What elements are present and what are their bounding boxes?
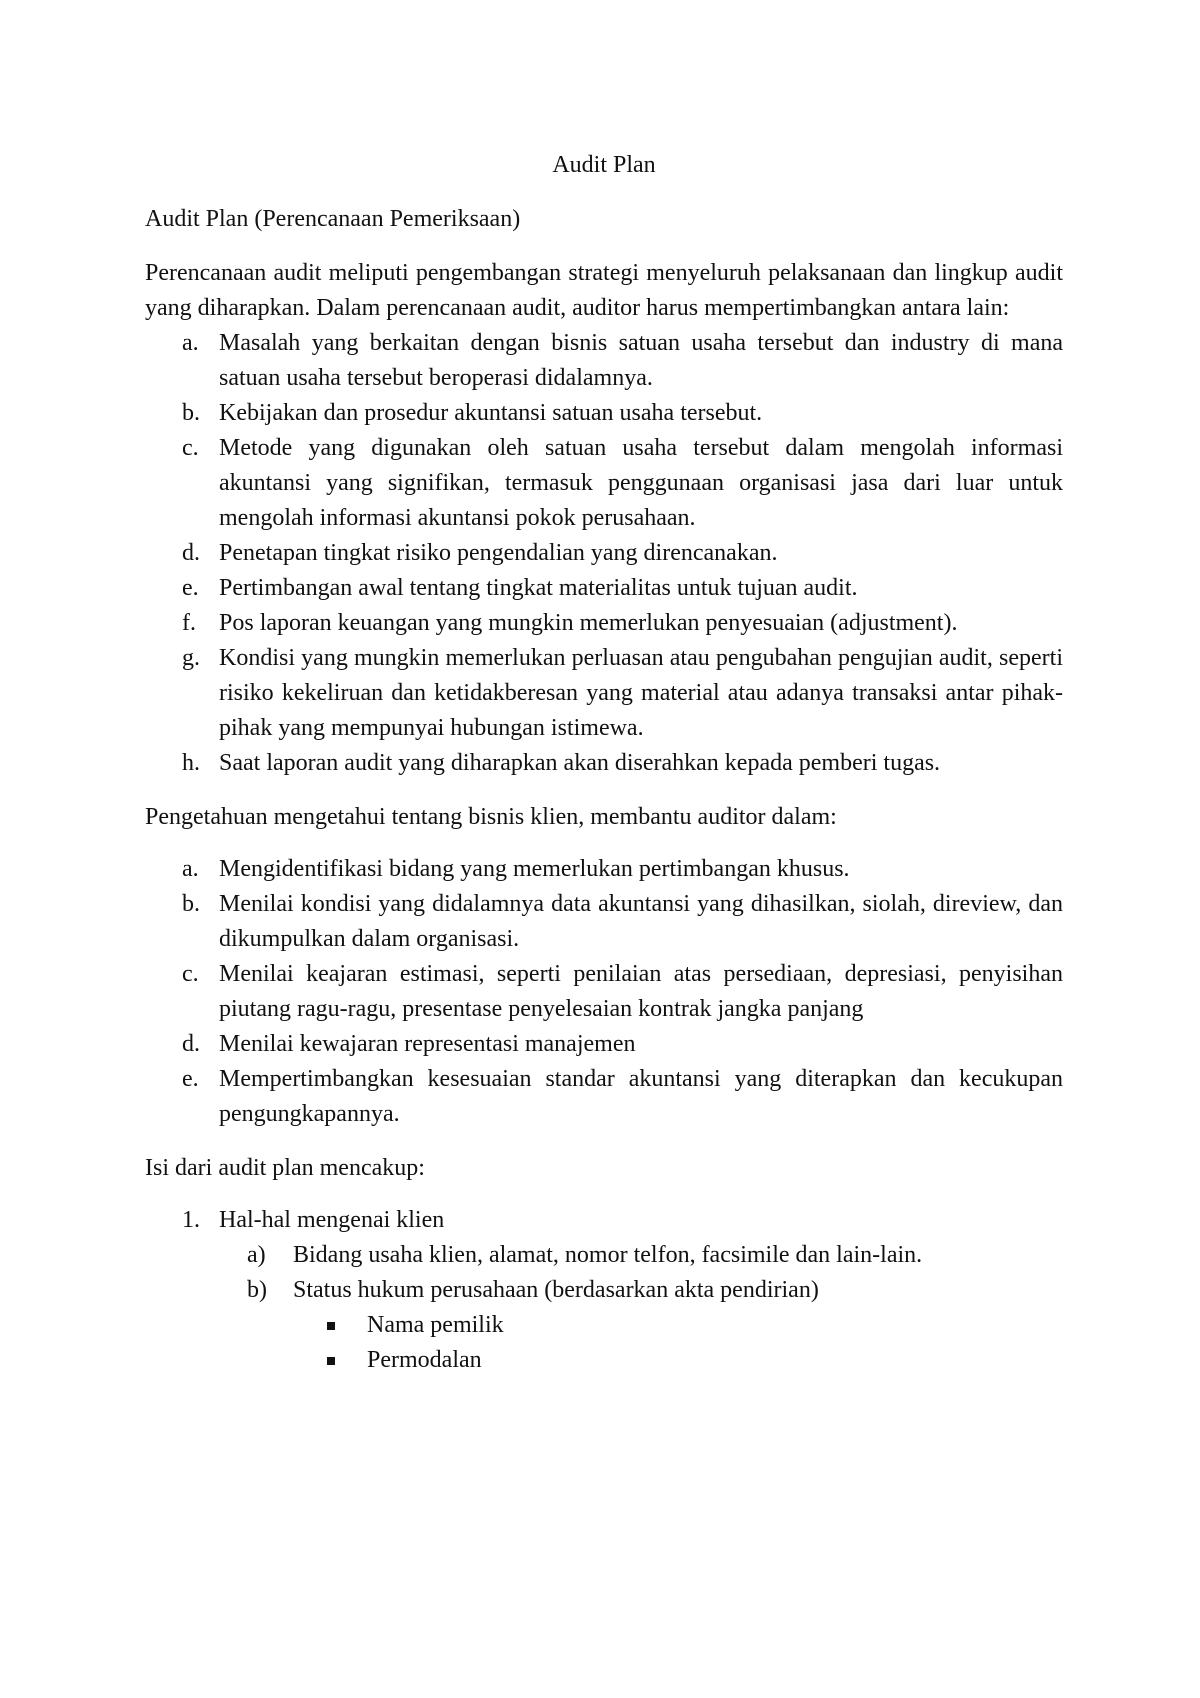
list-item-text: Mempertimbangkan kesesuaian standar akuntansi yang diterapkan dan kecukupan pengungkapannya. — [219, 1066, 1063, 1127]
list-marker: f. — [182, 610, 196, 636]
list-marker: e. — [182, 575, 199, 601]
list-item-text: Hal-hal mengenai klien — [219, 1207, 445, 1233]
list-marker: a) — [247, 1242, 266, 1268]
client-details-list — [219, 1238, 1063, 1378]
list-marker: 1. — [182, 1207, 200, 1233]
list-marker: d. — [182, 1031, 200, 1057]
list-item-text: Menilai kewajaran representasi manajemen — [219, 1031, 636, 1057]
sub-list-item — [219, 1238, 1063, 1273]
list-item — [145, 606, 1063, 641]
legal-status-bullets — [293, 1308, 1063, 1378]
list-marker: c. — [182, 435, 199, 461]
list-marker: c. — [182, 961, 199, 987]
list-item — [145, 1203, 1063, 1378]
list-item — [145, 536, 1063, 571]
list-item-text: Metode yang digunakan oleh satuan usaha tersebut dalam mengolah informasi akuntansi yang signifikan, termasuk penggunaan organisasi jasa dari luar untuk mengolah informasi akuntansi pokok perusahaan. — [219, 435, 1063, 531]
list-item-text: Pos laporan keuangan yang mungkin memerlukan penyesuaian (adjustment). — [219, 610, 958, 636]
list-item-text: Menilai keajaran estimasi, seperti penilaian atas persediaan, depresiasi, penyisihan piutang ragu-ragu, presentase penyelesaian kontrak jangka panjang — [219, 961, 1063, 1022]
list-item — [145, 326, 1063, 396]
section-heading: Audit Plan (Perencanaan Pemeriksaan) — [145, 206, 521, 232]
intro-paragraph: Perencanaan audit meliputi pengembangan strategi menyeluruh pelaksanaan dan lingkup audit yang diharapkan. Dalam perencanaan audit, auditor harus mempertimbangkan antara lain: — [145, 260, 1063, 321]
considerations-list — [145, 326, 1063, 781]
list-marker: h. — [182, 750, 200, 776]
contents-intro-paragraph: Isi dari audit plan mencakup: — [145, 1155, 425, 1181]
bullet-item — [293, 1343, 1063, 1378]
list-item-text: Penetapan tingkat risiko pengendalian yang direncanakan. — [219, 540, 778, 566]
list-item — [145, 571, 1063, 606]
contents-list — [145, 1203, 1063, 1378]
list-item — [145, 431, 1063, 536]
list-item-text: Status hukum perusahaan (berdasarkan akta pendirian) — [293, 1277, 819, 1303]
list-item — [145, 957, 1063, 1027]
square-bullet-icon — [327, 1357, 335, 1365]
square-bullet-icon — [327, 1322, 335, 1330]
list-item — [145, 852, 1063, 887]
bullet-text: Nama pemilik — [367, 1312, 504, 1338]
knowledge-list — [145, 852, 1063, 1132]
list-item-text: Masalah yang berkaitan dengan bisnis satuan usaha tersebut dan industry di mana satuan usaha tersebut beroperasi didalamnya. — [219, 330, 1063, 391]
document-title: Audit Plan — [552, 152, 656, 178]
list-marker: b) — [247, 1277, 267, 1303]
list-marker: b. — [182, 891, 200, 917]
list-item-text: Pertimbangan awal tentang tingkat materialitas untuk tujuan audit. — [219, 575, 858, 601]
list-marker: a. — [182, 330, 199, 356]
list-item-text: Mengidentifikasi bidang yang memerlukan pertimbangan khusus. — [219, 856, 850, 882]
sub-list-item — [219, 1273, 1063, 1378]
list-item — [145, 746, 1063, 781]
list-item-text: Kebijakan dan prosedur akuntansi satuan usaha tersebut. — [219, 400, 763, 426]
list-marker: e. — [182, 1066, 199, 1092]
list-item — [145, 1062, 1063, 1132]
list-item — [145, 396, 1063, 431]
bullet-item — [293, 1308, 1063, 1343]
list-item — [145, 641, 1063, 746]
list-item — [145, 1027, 1063, 1062]
list-marker: b. — [182, 400, 200, 426]
list-marker: a. — [182, 856, 199, 882]
document-page — [145, 140, 1063, 1378]
list-item-text: Kondisi yang mungkin memerlukan perluasan atau pengubahan pengujian audit, seperti risiko kekeliruan dan ketidakberesan yang material atau adanya transaksi antar pihak-pihak yang mempunyai hubungan istimewa. — [219, 645, 1063, 741]
bullet-text: Permodalan — [367, 1347, 482, 1373]
list-item — [145, 887, 1063, 957]
list-item-text: Bidang usaha klien, alamat, nomor telfon, facsimile dan lain-lain. — [293, 1242, 923, 1268]
list-item-text: Menilai kondisi yang didalamnya data akuntansi yang dihasilkan, siolah, direview, dan dikumpulkan dalam organisasi. — [219, 891, 1063, 952]
list-marker: g. — [182, 645, 200, 671]
list-item-text: Saat laporan audit yang diharapkan akan diserahkan kepada pemberi tugas. — [219, 750, 941, 776]
list-marker: d. — [182, 540, 200, 566]
knowledge-intro-paragraph: Pengetahuan mengetahui tentang bisnis klien, membantu auditor dalam: — [145, 804, 837, 830]
